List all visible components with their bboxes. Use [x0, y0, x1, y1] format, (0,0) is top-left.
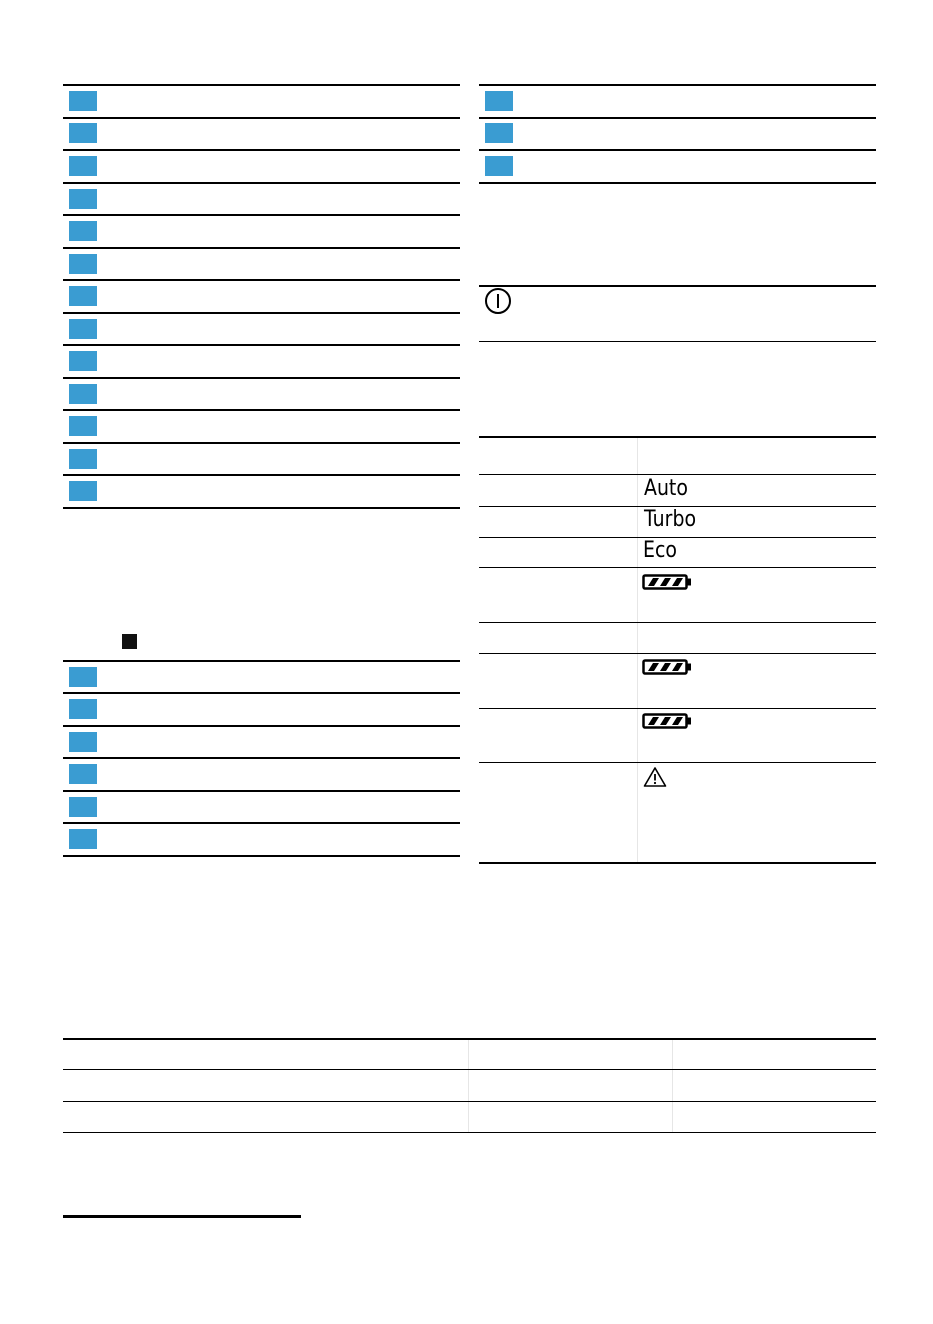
item-number-badge [69, 829, 97, 849]
row-rule [63, 507, 460, 509]
row-rule [63, 149, 460, 151]
item-number-badge [485, 91, 513, 111]
row-rule [63, 790, 460, 792]
row-rule [479, 708, 876, 709]
warning-icon [643, 766, 667, 788]
mode-label-turbo: Turbo [644, 507, 697, 532]
row-rule [63, 692, 460, 694]
row-rule [63, 247, 460, 249]
item-number-badge [69, 254, 97, 274]
row-rule [63, 442, 460, 444]
row-rule [63, 725, 460, 727]
row-rule [479, 622, 876, 623]
item-number-badge [69, 797, 97, 817]
item-number-badge [69, 123, 97, 143]
column-divider [637, 438, 638, 475]
item-number-badge [69, 286, 97, 306]
table-header-rule [63, 1038, 876, 1040]
table-header-rule [479, 436, 876, 438]
row-rule [479, 567, 876, 568]
row-rule [63, 409, 460, 411]
item-number-badge [485, 123, 513, 143]
row-rule [63, 182, 460, 184]
row-rule [63, 377, 460, 379]
item-number-badge [69, 221, 97, 241]
row-rule [479, 341, 876, 342]
row-rule [479, 474, 876, 475]
row-rule [63, 344, 460, 346]
power-icon [484, 287, 512, 315]
row-rule [479, 762, 876, 763]
item-number-badge [69, 384, 97, 404]
battery-icon [642, 713, 692, 729]
row-rule [63, 312, 460, 314]
row-rule [479, 117, 876, 119]
row-rule [479, 653, 876, 654]
row-rule [479, 182, 876, 184]
column-divider [468, 1040, 469, 1132]
battery-icon [642, 574, 692, 590]
row-rule [63, 757, 460, 759]
row-rule [63, 279, 460, 281]
battery-icon [642, 659, 692, 675]
black-square-bullet-icon [122, 634, 137, 649]
item-number-badge [69, 699, 97, 719]
row-rule [63, 822, 460, 824]
item-number-badge [69, 156, 97, 176]
item-number-badge [69, 416, 97, 436]
row-rule [63, 474, 460, 476]
column-divider [637, 568, 638, 622]
column-divider [637, 709, 638, 762]
column-divider [672, 1040, 673, 1132]
item-number-badge [69, 481, 97, 501]
row-rule [63, 1132, 876, 1133]
item-number-badge [69, 764, 97, 784]
column-divider [637, 763, 638, 863]
item-number-badge [69, 667, 97, 687]
row-rule [63, 855, 460, 857]
item-number-badge [69, 319, 97, 339]
row-rule [479, 285, 876, 287]
mode-label-auto: Auto [644, 476, 688, 501]
item-number-badge [69, 189, 97, 209]
row-rule [479, 537, 876, 538]
column-divider [637, 475, 638, 506]
row-rule [63, 1069, 876, 1070]
column-divider [637, 507, 638, 537]
table-bottom-rule [479, 862, 876, 864]
item-number-badge [69, 91, 97, 111]
item-number-badge [69, 351, 97, 371]
row-rule [63, 1101, 876, 1102]
row-rule [479, 84, 876, 86]
item-number-badge [485, 156, 513, 176]
mode-label-eco: Eco [643, 538, 677, 563]
item-number-badge [69, 449, 97, 469]
column-divider [637, 623, 638, 653]
column-divider [637, 538, 638, 567]
row-rule [63, 214, 460, 216]
row-rule [63, 660, 460, 662]
row-rule [63, 84, 460, 86]
footnote-separator [63, 1215, 301, 1218]
item-number-badge [69, 732, 97, 752]
row-rule [479, 149, 876, 151]
row-rule [63, 117, 460, 119]
column-divider [637, 654, 638, 708]
